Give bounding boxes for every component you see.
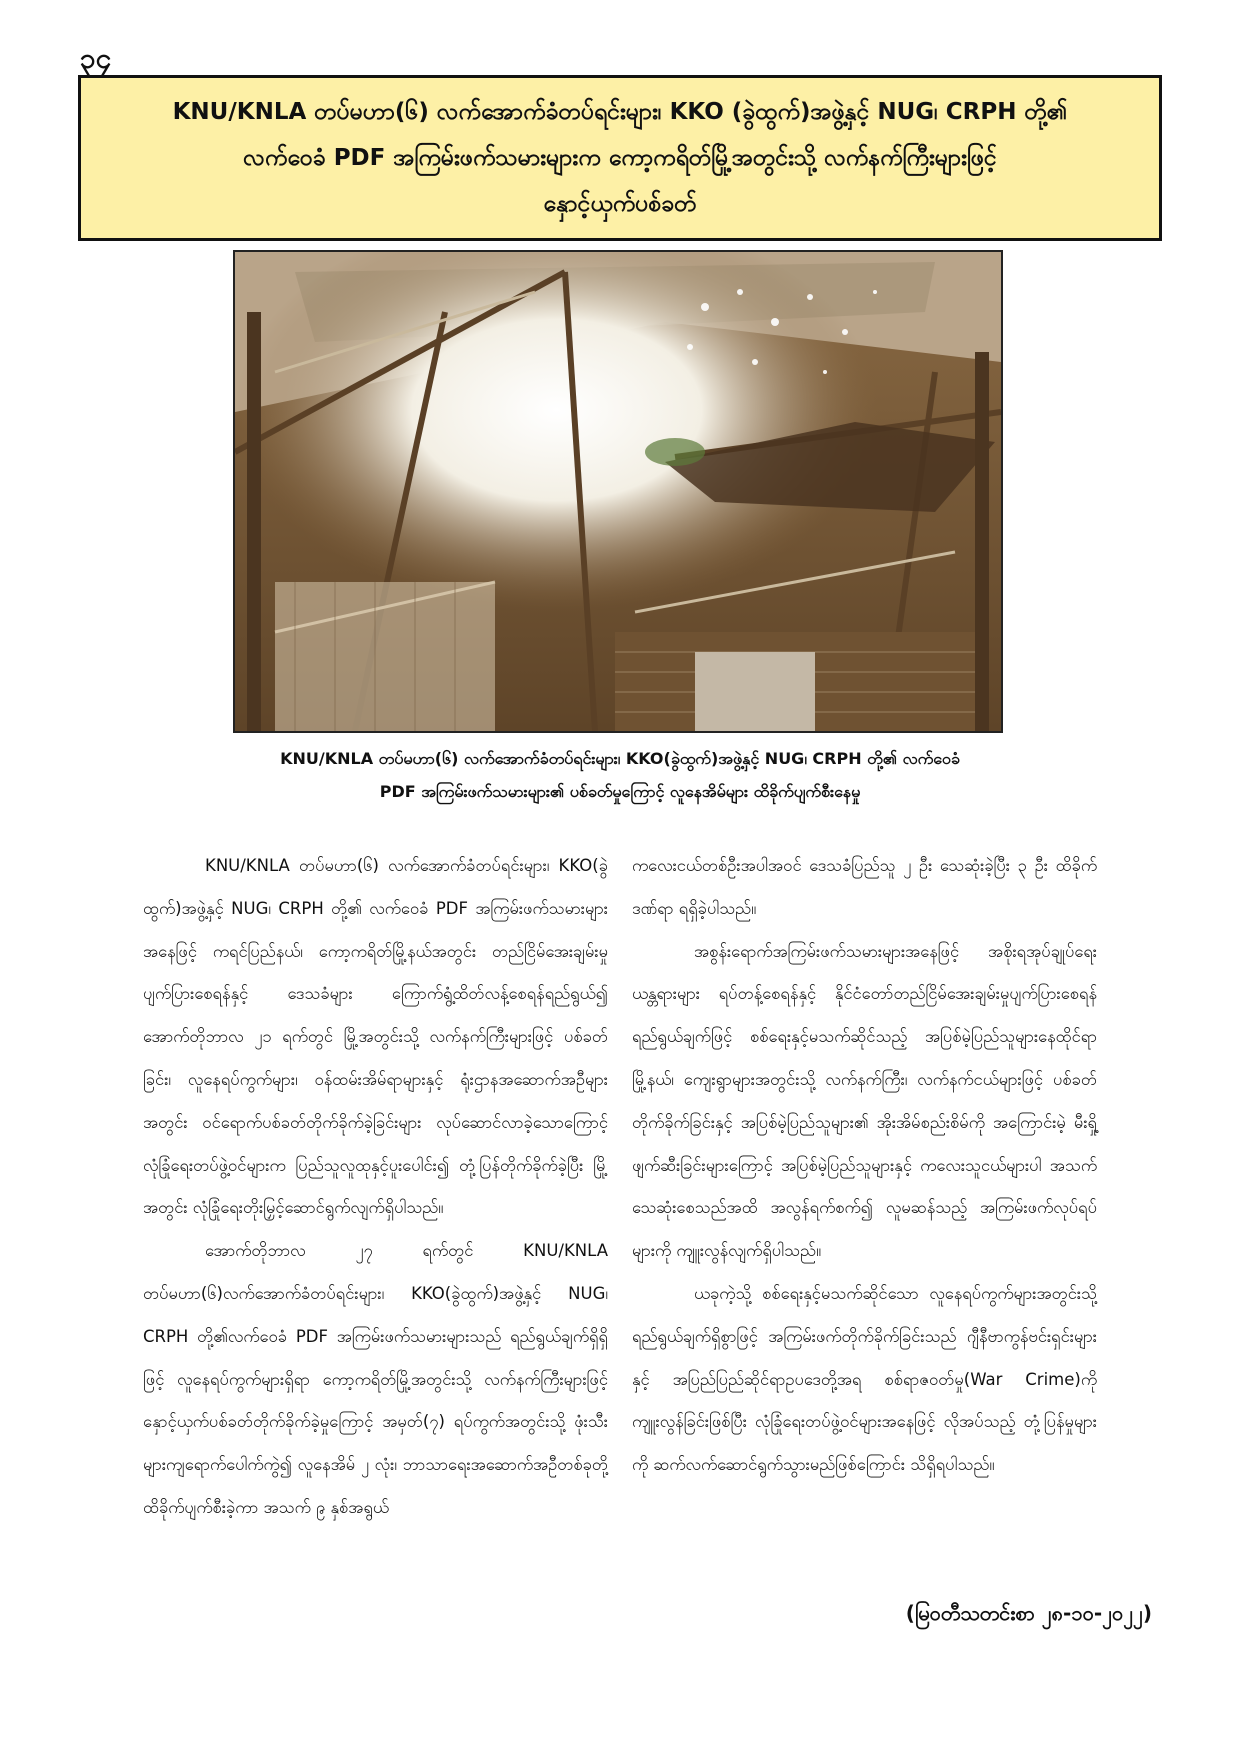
article-paragraph: အစွန်းရောက်အကြမ်းဖက်သမားများအနေဖြင့် အစိုးရအုပ်ချုပ်ရေးယန္တရားများ ရပ်တန့်စေရန်နှင့် နိုင်ငံတော်တည်ငြိမ်အေးချမ်းမှုပျက်ပြားစေရန် ရည်ရွယ်ချက်ဖြင့် စစ်ရေးနှင့်မသက်ဆိုင်သည့် အပြစ်မဲ့ပြည်သူများနေထိုင်ရာ မြို့နယ်၊ ကျေးရွာများအတွင်းသို့ လက်နက်ကြီး၊ လက်နက်ငယ်များဖြင့် ပစ်ခတ်တိုက်ခိုက်ခြင်းနှင့် အပြစ်မဲ့ပြည်သူများ၏ အိုးအိမ်စည်းစိမ်ကို အကြောင်းမဲ့ မီးရှို့ဖျက်ဆီးခြင်းများကြောင့် အပြစ်မဲ့ပြည်သူများနှင့် ကလေးသူငယ်များပါ အသက်သေဆုံးစေသည်အထိ အလွန်ရက်စက်၍ လူမဆန်သည့် အကြမ်းဖက်လုပ်ရပ်များကို ကျူးလွန်လျက်ရှိပါသည်။	[632, 941, 1097, 1261]
headline-line-2: လက်ဝေခံ PDF အကြမ်းဖက်သမားများက ကော့ကရိတ်မြို့အတွင်းသို့ လက်နက်ကြီးများဖြင့်	[243, 145, 997, 171]
caption-line-1: KNU/KNLA တပ်မဟာ(၆) လက်အောက်ခံတပ်ရင်းများ၊ KKO(ခွဲထွက်)အဖွဲ့နှင့် NUG၊ CRPH တို့၏ လက်ဝေခံ	[280, 749, 960, 768]
headline-line-1: KNU/KNLA တပ်မဟာ(၆) လက်အောက်ခံတပ်ရင်းများ၊ KKO (ခွဲထွက်)အဖွဲ့နှင့် NUG၊ CRPH တို့၏	[172, 99, 1068, 125]
source-credit: (မြဝတီသတင်းစာ ၂၈-၁၀-၂၀၂၂)	[905, 1601, 1152, 1625]
article-column-right	[632, 845, 1097, 1487]
article-column-left	[143, 845, 608, 1530]
damaged-roof-photo	[233, 250, 1003, 733]
article-paragraph: ယခုကဲ့သို့ စစ်ရေးနှင့်မသက်ဆိုင်သော လူနေရပ်ကွက်များအတွင်းသို့ ရည်ရွယ်ချက်ရှိစွာဖြင့် အကြမ်းဖက်တိုက်ခိုက်ခြင်းသည် ဂျီနီဗာကွန်ဗင်းရှင်းများနှင့် အပြည်ပြည်ဆိုင်ရာဥပဒေတို့အရ စစ်ရာဇဝတ်မှု(War Crime)ကို ကျူးလွန်ခြင်းဖြစ်ပြီး လုံခြုံရေးတပ်ဖွဲ့ဝင်များအနေဖြင့် လိုအပ်သည့် တုံ့ပြန်မှုများကို ဆက်လက်ဆောင်ရွက်သွားမည်ဖြစ်ကြောင်း သိရှိရပါသည်။	[632, 1283, 1097, 1475]
photo-caption	[120, 742, 1120, 808]
article-paragraph: အောက်တိုဘာလ ၂၇ ရက်တွင် KNU/KNLA တပ်မဟာ(၆)လက်အောက်ခံတပ်ရင်းများ၊ KKO(ခွဲထွက်)အဖွဲ့နှင့် NUG၊ CRPH တို့၏လက်ဝေခံ PDF အကြမ်းဖက်သမားများသည် ရည်ရွယ်ချက်ရှိရှိဖြင့် လူနေရပ်ကွက်များရှိရာ ကော့ကရိတ်မြို့အတွင်းသို့ လက်နက်ကြီးများဖြင့် နှောင့်ယှက်ပစ်ခတ်တိုက်ခိုက်ခဲ့မှုကြောင့် အမှတ်(၇) ရပ်ကွက်အတွင်းသို့ ဖုံးသီးများကျရောက်ပေါက်ကွဲ၍ လူနေအိမ် ၂ လုံး၊ ဘာသာရေးအဆောက်အဦတစ်ခုတို့ ထိခိုက်ပျက်စီးခဲ့ကာ အသက် ၉ နှစ်အရွယ်	[143, 1241, 608, 1517]
headline-line-3: နှောင့်ယှက်ပစ်ခတ်	[543, 191, 697, 217]
article-paragraph: KNU/KNLA တပ်မဟာ(၆) လက်အောက်ခံတပ်ရင်းများ၊ KKO(ခွဲထွက်)အဖွဲ့နှင့် NUG၊ CRPH တို့၏ လက်ဝေခံ PDF အကြမ်းဖက်သမားများအနေဖြင့် ကရင်ပြည်နယ်၊ ကော့ကရိတ်မြို့နယ်အတွင်း တည်ငြိမ်အေးချမ်းမှုပျက်ပြားစေရန်နှင့် ဒေသခံများ ကြောက်ရွံ့ထိတ်လန့်စေရန်ရည်ရွယ်၍ အောက်တိုဘာလ ၂၁ ရက်တွင် မြို့အတွင်းသို့ လက်နက်ကြီးများဖြင့် ပစ်ခတ်ခြင်း၊ လူနေရပ်ကွက်များ၊ ဝန်ထမ်းအိမ်ရာများနှင့် ရုံးဌာနအဆောက်အဦများအတွင်း ဝင်ရောက်ပစ်ခတ်တိုက်ခိုက်ခဲ့ခြင်းများ လုပ်ဆောင်လာခဲ့သောကြောင့် လုံခြုံရေးတပ်ဖွဲ့ဝင်များက ပြည်သူလူထုနှင့်ပူးပေါင်း၍ တုံ့ပြန်တိုက်ခိုက်ခဲ့ပြီး မြို့အတွင်း လုံခြုံရေးတိုးမြှင့်ဆောင်ရွက်လျက်ရှိပါသည်။	[143, 856, 608, 1218]
article-paragraph: ကလေးငယ်တစ်ဦးအပါအဝင် ဒေသခံပြည်သူ ၂ ဦး သေဆုံးခဲ့ပြီး ၃ ဦး ထိခိုက်ဒဏ်ရာ ရရှိခဲ့ပါသည်။	[632, 856, 1097, 918]
page-number: ၃၄	[80, 42, 112, 75]
photo-illustration	[235, 252, 1001, 731]
headline-box	[78, 75, 1162, 241]
caption-line-2: PDF အကြမ်းဖက်သမားများ၏ ပစ်ခတ်မှုကြောင့် လူနေအိမ်များ ထိခိုက်ပျက်စီးနေမှု	[379, 782, 861, 801]
